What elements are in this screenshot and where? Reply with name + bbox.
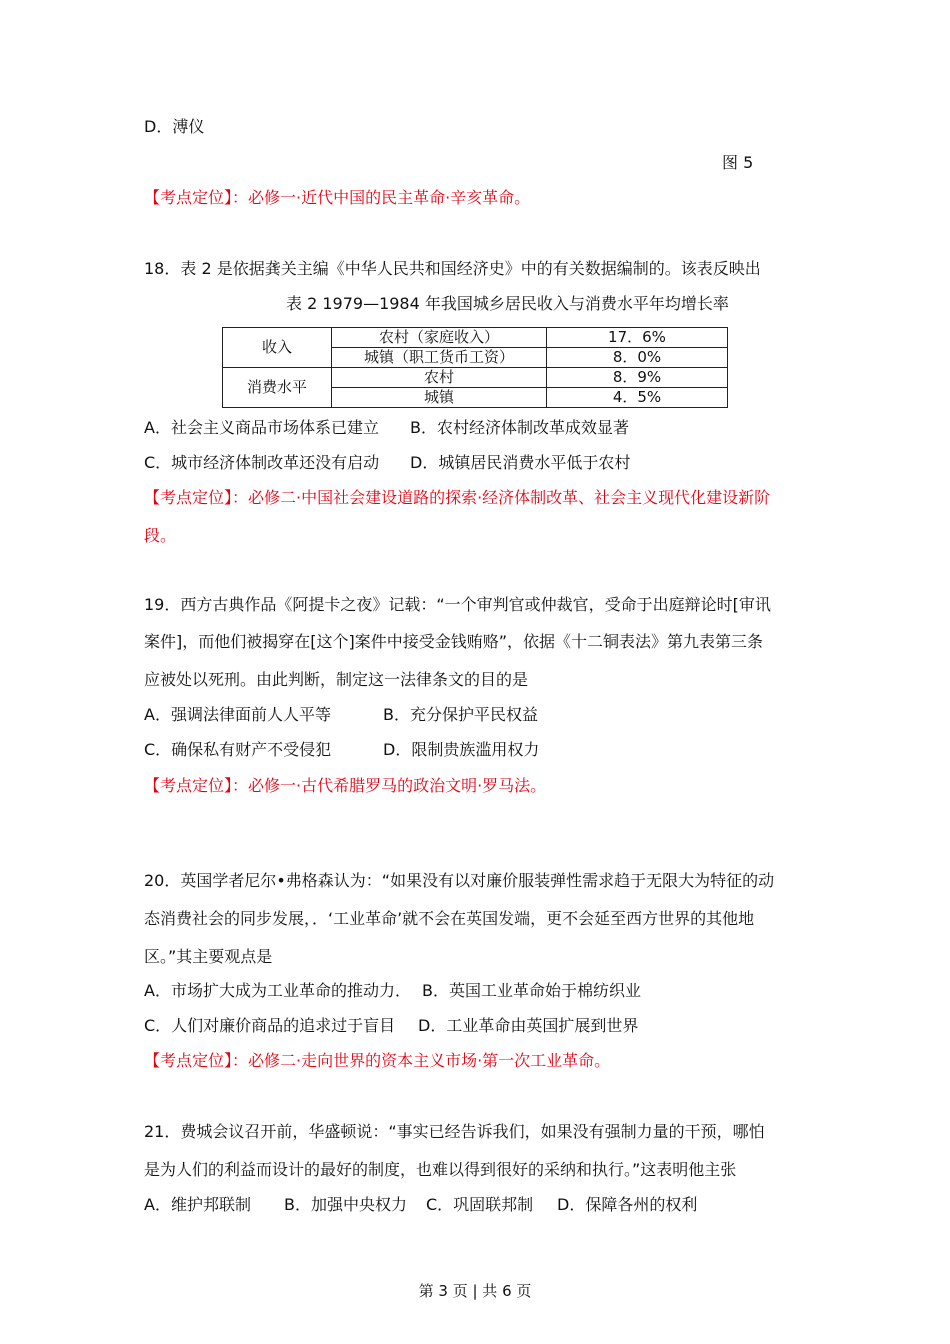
q20-option-d: D．工业革命由英国扩展到世界 [418,1016,639,1035]
data-table [222,327,728,408]
q18-kaodian-cont: 段。 [144,526,177,545]
table-cell: 8．0% [547,348,728,368]
table-cell: 城镇（职工货币工资） [332,348,547,368]
table-cell: 城镇 [332,388,547,408]
q19-stem-line: 应被处以死刑。由此判断，制定这一法律条文的目的是 [144,670,529,689]
figure-label: 图 5 [722,153,754,172]
table-cell: 农村（家庭收入） [332,328,547,348]
page-footer: 第 3 页 | 共 6 页 [418,1282,532,1300]
table-cell: 17．6% [547,328,728,348]
q19-option-d: D．限制贵族滥用权力 [383,740,540,759]
q21-stem-line: 21．费城会议召开前，华盛顿说：“事实已经告诉我们，如果没有强制力量的干预，哪怕 [144,1122,765,1141]
q19-option-a: A．强调法律面前人人平等 [144,705,331,724]
q19-option-b: B．充分保护平民权益 [383,705,538,724]
table-cell: 8．9% [547,368,728,388]
q18-option-a: A．社会主义商品市场体系已建立 [144,418,379,437]
q20-kaodian: 【考点定位】：必修二·走向世界的资本主义市场·第一次工业革命。 [144,1051,611,1070]
q20-stem-line: 20．英国学者尼尔•弗格森认为：“如果没有以对廉价服装弹性需求趋于无限大为特征的动 [144,871,775,890]
table-cell: 农村 [332,368,547,388]
q19-kaodian: 【考点定位】：必修一·古代希腊罗马的政治文明·罗马法。 [144,776,547,795]
q18-option-b: B．农村经济体制改革成效显著 [410,418,629,437]
q20-option-c: C．人们对廉价商品的追求过于盲目 [144,1016,396,1035]
q20-stem-line: 区。”其主要观点是 [144,947,273,966]
q21-option-c: C．巩固联邦制 [426,1195,534,1214]
q17-option-d: D．溥仪 [144,117,205,136]
q17-kaodian: 【考点定位】：必修一·近代中国的民主革命·辛亥革命。 [144,188,531,207]
q18-option-c: C．城市经济体制改革还没有启动 [144,453,380,472]
q19-stem-line: 案件]，而他们被揭穿在[这个]案件中接受金钱贿赂”，依据《十二铜表法》第九表第三条 [144,632,764,651]
q20-option-a: A．市场扩大成为工业革命的推动力． [144,981,411,1000]
q20-stem-line: 态消费社会的同步发展，．‘工业革命’就不会在英国发端，更不会延至西方世界的其他地 [144,909,755,928]
q21-option-a: A．维护邦联制 [144,1195,251,1214]
q19-option-c: C．确保私有财产不受侵犯 [144,740,332,759]
table-group-consumption: 消费水平 [223,368,332,408]
q18-option-d: D．城镇居民消费水平低于农村 [410,453,631,472]
q21-option-d: D．保障各州的权利 [557,1195,698,1214]
q19-stem-line: 19．西方古典作品《阿提卡之夜》记载：“一个审判官或仲裁官，受命于出庭辩论时[审讯 [144,595,771,614]
q18-kaodian: 【考点定位】：必修二·中国社会建设道路的探索·经济体制改革、社会主义现代化建设新阶 [144,488,771,507]
q21-option-b: B．加强中央权力 [284,1195,407,1214]
table-group-income: 收入 [223,328,332,368]
table-caption: 表 2 1979—1984 年我国城乡居民收入与消费水平年均增长率 [286,294,729,313]
q21-stem-line: 是为人们的利益而设计的最好的制度，也难以得到很好的采纳和执行。”这表明他主张 [144,1160,737,1179]
table-cell: 4．5% [547,388,728,408]
q20-option-b: B．英国工业革命始于棉纺织业 [422,981,641,1000]
q18-stem: 18．表 2 是依据龚关主编《中华人民共和国经济史》中的有关数据编制的。该表反映出 [144,259,761,278]
